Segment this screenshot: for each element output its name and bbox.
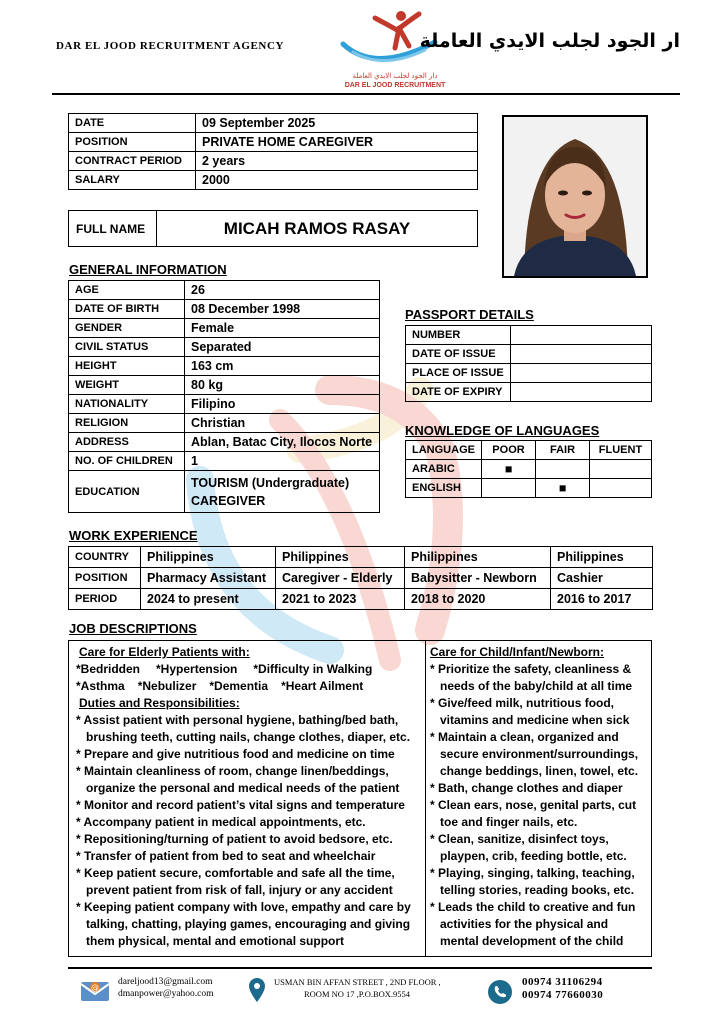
agency-name-ar: ار الجود لجلب الايدي العاملة xyxy=(419,30,680,52)
job-1-position: Pharmacy Assistant xyxy=(141,568,276,589)
languages-title: KNOWLEDGE OF LANGUAGES xyxy=(405,423,600,438)
condition-item: *Hypertension xyxy=(156,662,238,676)
position-value: PRIVATE HOME CAREGIVER xyxy=(196,133,478,152)
phone-secondary[interactable]: 00974 77660030 xyxy=(522,989,604,1001)
condition-item: *Bedridden xyxy=(76,662,141,676)
duty-item: * Maintain cleanliness of room, change linen/beddings, organize the personal and medical needs of the patient xyxy=(76,764,400,795)
full-name-value: MICAH RAMOS RASAY xyxy=(223,218,411,238)
footer-phones xyxy=(522,976,603,1002)
condition-item: *Difficulty in Walking xyxy=(253,662,373,676)
age-label: AGE xyxy=(69,281,185,300)
language-header: LANGUAGE xyxy=(406,441,482,460)
table-row xyxy=(69,547,653,568)
applicant-photo xyxy=(502,115,648,278)
duty-item: * Transfer of patient from bed to seat and wheelchair xyxy=(76,849,376,863)
weight-value: 80 kg xyxy=(185,376,380,395)
place-of-issue-value xyxy=(510,364,651,383)
date-value: 09 September 2025 xyxy=(196,114,478,133)
duty-item: * Assist patient with personal hygiene, bathing/bed bath, brushing teeth, cutting nails, change clothes, diaper, etc. xyxy=(76,713,411,744)
job-3-period: 2018 to 2020 xyxy=(405,589,551,610)
dob-value: 08 December 1998 xyxy=(185,300,380,319)
footer-address xyxy=(274,976,441,1000)
dob-label: DATE OF BIRTH xyxy=(69,300,185,319)
phone-icon xyxy=(487,979,513,1005)
education-label: EDUCATION xyxy=(69,471,185,513)
work-experience-table xyxy=(68,546,653,610)
child-duty-item: * Bath, change clothes and diaper xyxy=(430,781,623,795)
duty-item: * Keeping patient company with love, empathy and care by talking, chatting, playing games, encouraging and giving them physical, mental and emotional support xyxy=(76,900,411,948)
email-secondary[interactable]: dmanpower@yahoo.com xyxy=(118,989,214,999)
job-1-period: 2024 to present xyxy=(141,589,276,610)
duty-item: * Monitor and record patient’s vital signs and temperature xyxy=(76,798,405,812)
duty-item: * Prepare and give nutritious food and medicine on time xyxy=(76,747,395,761)
civil-status-label: CIVIL STATUS xyxy=(69,338,185,357)
table-row xyxy=(69,319,380,338)
full-name-box xyxy=(68,210,478,247)
job-4-period: 2016 to 2017 xyxy=(551,589,653,610)
children-label: NO. OF CHILDREN xyxy=(69,452,185,471)
passport-number-value xyxy=(510,326,651,345)
gender-label: GENDER xyxy=(69,319,185,338)
general-information-table xyxy=(68,280,380,513)
civil-status-value: Separated xyxy=(185,338,380,357)
condition-item: *Heart Ailment xyxy=(281,679,364,693)
child-duty-item: * Give/feed milk, nutritious food, vitamins and medicine when sick xyxy=(430,696,630,727)
table-row xyxy=(69,414,380,433)
arabic-fair-cell xyxy=(536,460,590,479)
job-descriptions-box xyxy=(68,640,652,957)
table-row xyxy=(406,383,652,402)
address-line-2: ROOM NO 17 ,P.O.BOX.9554 xyxy=(304,989,411,999)
table-row xyxy=(69,300,380,319)
arabic-poor-mark: ■ xyxy=(482,460,536,479)
salary-label: SALARY xyxy=(69,171,196,190)
job-3-country: Philippines xyxy=(405,547,551,568)
salary-value: 2000 xyxy=(196,171,478,190)
duties-title: Duties and Responsibilities: xyxy=(79,696,240,710)
child-duty-item: * Playing, singing, talking, teaching, telling stories, reading books, etc. xyxy=(430,866,635,897)
english-label: ENGLISH xyxy=(406,479,482,498)
job-3-position: Babysitter - Newborn xyxy=(405,568,551,589)
fair-header: FAIR xyxy=(536,441,590,460)
condition-item: *Asthma xyxy=(76,679,125,693)
religion-value: Christian xyxy=(185,414,380,433)
table-row xyxy=(406,479,652,498)
address-line-1: USMAN BIN AFFAN STREET , 2ND FLOOR , xyxy=(274,977,441,987)
english-fair-mark: ■ xyxy=(536,479,590,498)
table-row xyxy=(69,471,380,513)
table-row xyxy=(69,281,380,300)
child-duty-item: * Maintain a clean, organized and secure environment/surroundings, change beddings, linen, towel, etc. xyxy=(430,730,639,778)
location-pin-icon xyxy=(248,977,266,1003)
gender-value: Female xyxy=(185,319,380,338)
elderly-care-column xyxy=(76,644,422,950)
table-row xyxy=(69,452,380,471)
email-icon xyxy=(80,979,110,1003)
table-row xyxy=(69,338,380,357)
table-row xyxy=(406,326,652,345)
passport-table xyxy=(405,325,652,402)
child-care-title: Care for Child/Infant/Newborn: xyxy=(430,645,604,659)
arabic-label: ARABIC xyxy=(406,460,482,479)
table-row xyxy=(406,441,652,460)
table-row xyxy=(69,568,653,589)
portrait-icon xyxy=(504,117,646,276)
english-poor-cell xyxy=(482,479,536,498)
duty-item: * Keep patient secure, comfortable and safe all the time, prevent patient from risk of fall, injury or any accident xyxy=(76,866,395,897)
full-name-label: FULL NAME xyxy=(69,211,157,246)
address-label: ADDRESS xyxy=(69,433,185,452)
fluent-header: FLUENT xyxy=(590,441,652,460)
footer-emails xyxy=(118,976,214,1000)
date-of-expiry-label: DATE OF EXPIRY xyxy=(406,383,511,402)
education-value xyxy=(185,471,380,513)
english-fluent-cell xyxy=(590,479,652,498)
child-care-column xyxy=(430,644,650,950)
footer-divider xyxy=(68,967,652,969)
height-label: HEIGHT xyxy=(69,357,185,376)
period-label: PERIOD xyxy=(69,589,141,610)
passport-number-label: NUMBER xyxy=(406,326,511,345)
table-row xyxy=(406,460,652,479)
conditions-row-1 xyxy=(76,661,422,678)
logo-text-en: DAR EL JOOD RECRUITMENT xyxy=(344,82,446,89)
date-of-expiry-value xyxy=(510,383,651,402)
nationality-label: NATIONALITY xyxy=(69,395,185,414)
contract-period-label: CONTRACT PERIOD xyxy=(69,152,196,171)
condition-item: *Nebulizer xyxy=(137,679,197,693)
job-2-position: Caregiver - Elderly xyxy=(276,568,405,589)
table-row xyxy=(69,114,478,133)
children-value: 1 xyxy=(185,452,380,471)
contract-table xyxy=(68,113,478,190)
job-descriptions-title: JOB DESCRIPTIONS xyxy=(69,621,197,636)
duty-item: * Accompany patient in medical appointments, etc. xyxy=(76,815,366,829)
contract-period-value: 2 years xyxy=(196,152,478,171)
table-row xyxy=(69,395,380,414)
date-of-issue-value xyxy=(510,345,651,364)
agency-name-en: DAR EL JOOD RECRUITMENT AGENCY xyxy=(56,40,285,52)
table-row xyxy=(69,589,653,610)
weight-label: WEIGHT xyxy=(69,376,185,395)
child-duty-item: * Clean, sanitize, disinfect toys, playpen, crib, feeding bottle, etc. xyxy=(430,832,627,863)
address-value: Ablan, Batac City, Ilocos Norte xyxy=(185,433,380,452)
table-row xyxy=(406,345,652,364)
logo-text-ar: دار الجود لجلب الايدي العاملة xyxy=(352,72,438,80)
job-1-country: Philippines xyxy=(141,547,276,568)
svg-text:@: @ xyxy=(91,983,99,992)
country-label: COUNTRY xyxy=(69,547,141,568)
education-line-1: TOURISM (Undergraduate) xyxy=(191,475,350,490)
languages-table xyxy=(405,440,652,498)
position-label: POSITION xyxy=(69,568,141,589)
job-2-country: Philippines xyxy=(276,547,405,568)
child-duty-item: * Clean ears, nose, genital parts, cut toe and finger nails, etc. xyxy=(430,798,637,829)
general-information-title: GENERAL INFORMATION xyxy=(69,262,227,277)
work-experience-title: WORK EXPERIENCE xyxy=(69,528,198,543)
child-duty-item: * Prioritize the safety, cleanliness & needs of the baby/child at all time xyxy=(430,662,633,693)
header-divider xyxy=(52,93,680,95)
height-value: 163 cm xyxy=(185,357,380,376)
position-label: POSITION xyxy=(69,133,196,152)
nationality-value: Filipino xyxy=(185,395,380,414)
passport-details-title: PASSPORT DETAILS xyxy=(405,307,534,322)
education-line-2: CAREGIVER xyxy=(191,493,266,508)
condition-item: *Dementia xyxy=(209,679,269,693)
elderly-care-title: Care for Elderly Patients with: xyxy=(79,645,250,659)
table-row xyxy=(69,376,380,395)
religion-label: RELIGION xyxy=(69,414,185,433)
child-duty-item: * Leads the child to creative and fun activities for the physical and mental development of the child xyxy=(430,900,636,948)
email-primary[interactable]: dareljood13@gmail.com xyxy=(118,977,213,987)
table-row xyxy=(69,171,478,190)
age-value: 26 xyxy=(185,281,380,300)
conditions-row-2 xyxy=(76,678,422,695)
poor-header: POOR xyxy=(482,441,536,460)
job-4-country: Philippines xyxy=(551,547,653,568)
table-row xyxy=(69,357,380,376)
table-row xyxy=(69,133,478,152)
duty-item: * Repositioning/turning of patient to avoid bedsore, etc. xyxy=(76,832,393,846)
column-divider xyxy=(425,641,426,956)
arabic-fluent-cell xyxy=(590,460,652,479)
date-of-issue-label: DATE OF ISSUE xyxy=(406,345,511,364)
place-of-issue-label: PLACE OF ISSUE xyxy=(406,364,511,383)
table-row xyxy=(406,364,652,383)
phone-primary[interactable]: 00974 31106294 xyxy=(522,976,603,988)
job-4-position: Cashier xyxy=(551,568,653,589)
table-row xyxy=(69,152,478,171)
table-row xyxy=(69,433,380,452)
job-2-period: 2021 to 2023 xyxy=(276,589,405,610)
date-label: DATE xyxy=(69,114,196,133)
